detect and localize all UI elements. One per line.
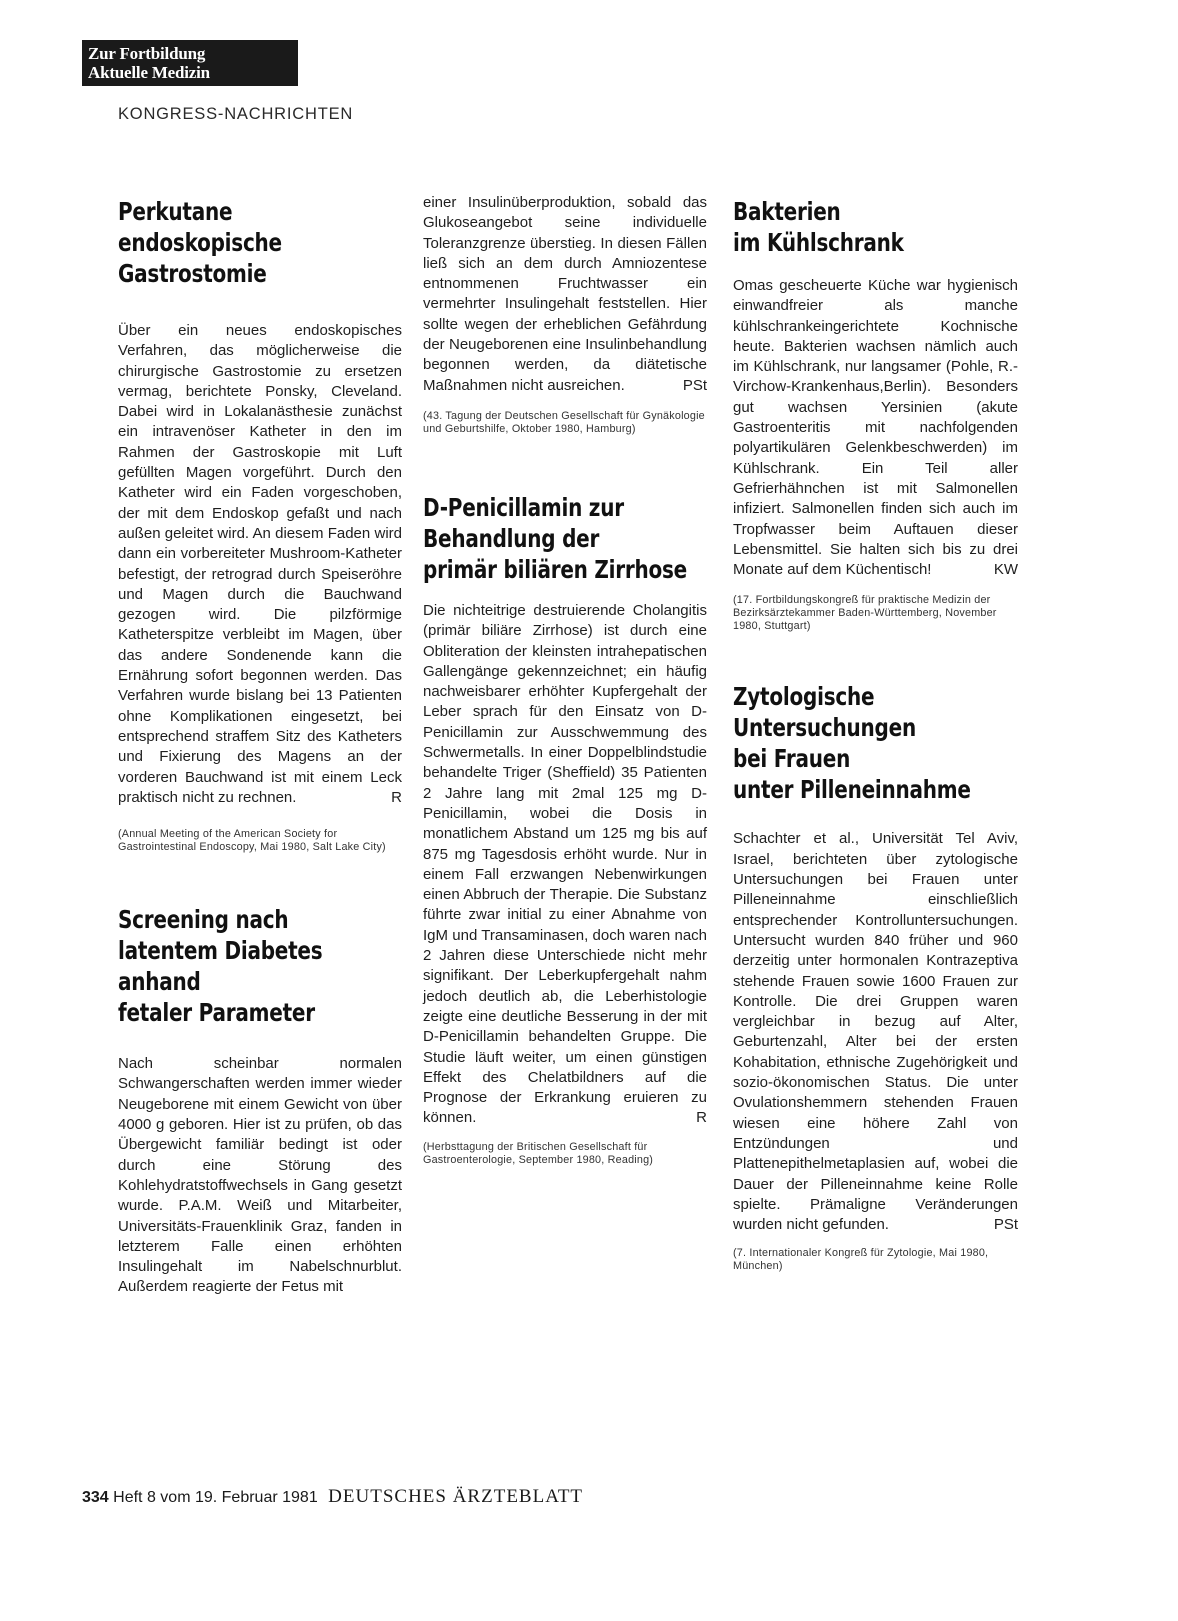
article-body: [118, 321, 402, 808]
author-signature: R: [696, 1109, 707, 1127]
article-body: Nach scheinbar normalen Schwangerschaften werden immer wieder Neugeborene mit einem Gewicht von über 4000 g geboren. Hier ist zu prüfen, ob das Übergewicht familiär bedingt ist oder durch eine Störung des Kohlehydratstoffwechsels in Gang gesetzt wurde. P.A.M. Weiß und Mitarbeiter, Universitäts-Frauenklinik Graz, fanden in letzterem Falle einen erhöhten Insulingehalt im Nabelschnurblut. Außerdem reagierte der Fetus mit: [118, 1055, 402, 1296]
author-signature: R: [391, 788, 402, 806]
body-text: Über ein neues endoskopisches Verfahren, das möglicherweise die chirurgische Gastrostomie zu ersetzen vermag, berichtete Ponsky, Cleveland. Dabei wird in Lokalanästhesie zunächst ein intravenöser Katheter in den im Rahmen der Gastroskopie mit Luft gefüllten Magen vorgeführt. Durch den Katheter wird ein Faden vorgeschoben, der mit dem Endoskop gefaßt und nach außen geleitet wird. An diesem Faden wird dann ein vorbereiteter Mushroom-Katheter befestigt, der retrograd durch Speiseröhre und Magen durch die Bauchwand gezogen wird. Die pilzförmige Katheterspitze verbleibt im Magen, über das andere Sondenende kann die Ernährung sofort begonnen werden. Das Verfahren wurde bislang bei 13 Patienten ohne Komplikationen eingesetzt, bei entsprechend straffem Sitz des Katheters und Fixierung des Magens an der vorderen Bauchwand ist mit einem Leck praktisch nicht zu rechnen.: [118, 322, 402, 806]
page-footer: [82, 1486, 583, 1508]
column-2: [423, 193, 707, 1167]
source-note: (7. Internationaler Kongreß für Zytologie, Mai 1980, München): [733, 1247, 989, 1273]
source-note: (Annual Meeting of the American Society for Gastrointestinal Endoscopy, Mai 1980, Salt Lake City): [118, 828, 386, 854]
title-line: Untersuchungen: [733, 713, 916, 743]
article-body: [423, 601, 707, 1129]
author-signature: PSt: [993, 1216, 1018, 1234]
title-line: Zytologische: [733, 682, 875, 712]
title-line: latentem Diabetes: [118, 936, 323, 966]
rubric-line-2: Aktuelle Medizin: [88, 63, 210, 82]
column-1: [118, 196, 402, 1298]
author-signature: KW: [993, 561, 1018, 579]
title-line: Perkutane endoskopische: [118, 197, 282, 257]
article-penicillamin: [423, 492, 707, 1167]
body-text: Die nichteitrige destruierende Cholangitis (primär biliäre Zirrhose) ist durch eine Obliteration der kleinsten intrahepatischen Gallengänge gekennzeichnet; ein häufig nachweisbarer erhöhter Kupfergehalt der Leber sprach für den Einsatz von D-Penicillamin zur Ausschwemmung des Schwermetalls. In einer Doppelblindstudie behandelte Triger (Sheffield) 35 Patienten 2 Jahre lang mit 2mal 125 mg D-Penicillamin, wobei die Dosis in monatlichem Abstand um 125 mg bis auf 875 mg Tagesdosis erhöht wurde. Nur in einem Fall erzwangen Nebenwirkungen einen Abbruch der Therapie. Die Substanz führte zwar initial zu einer Abnahme von IgM und Transaminasen, doch waren nach 2 Jahren diese Unterschiede nicht mehr signifikant. Der Leberkupfergehalt nahm jedoch deutlich ab, die Leberhistologie zeigte eine deutliche Besserung in der mit D-Penicillamin behandelten Gruppe. Die Studie läuft weiter, um einen günstigen Effekt des Chelatbildners auf die Prognose der Erkrankung eruieren zu können.: [423, 601, 707, 1127]
source-note: (Herbsttagung der Britischen Gesellschaft für Gastroenterologie, September 1980, Reading): [423, 1140, 654, 1166]
title-line: anhand: [118, 967, 201, 997]
article-body-continued: [423, 193, 707, 396]
column-3: [733, 196, 1018, 1273]
article-title: [733, 681, 1018, 805]
source-note: (17. Fortbildungskongreß für praktische Medizin der Bezirksärztekammer Baden-Württemberg, November 1980, Stuttgart): [733, 594, 997, 633]
title-line: Gastrostomie: [118, 259, 267, 288]
rubric-line-1: Zur Fortbildung: [88, 44, 206, 63]
title-line: bei Frauen: [733, 744, 851, 774]
source-note: (43. Tagung der Deutschen Gesellschaft für Gynäkologie und Geburtshilfe, Oktober 1980, Hamburg): [423, 409, 705, 435]
title-line: unter Pilleneinnahme: [733, 775, 971, 805]
body-text: Schachter et al., Universität Tel Aviv, Israel, berichteten über zytologische Untersuchungen bei Frauen unter Pilleneinnahme einschließlich entsprechender Kontrolluntersuchungen. Untersucht wurden 840 früher und 960 derzeitig unter hormonalen Kontrazeptiva stehende Frauen sowie 1600 Frauen zur Kontrolle. Die drei Gruppen waren vergleichbar in bezug auf Alter, Geburtenzahl, Alter bei der ersten Kohabitation, ethnische Zugehörigkeit und sozio-ökonomischen Status. Die unter Ovulationshemmern stehenden Frauen wiesen eine höhere Zahl von Entzündungen und Plattenepithelmetaplasien auf, wobei die Dauer der Pilleneinnahme keine Rolle spielte. Prämaligne Veränderungen wurden nicht gefunden.: [733, 830, 1018, 1234]
body-text: Omas gescheuerte Küche war hygienisch einwandfreier als manche kühlschrankeingerichtete Kochnische heute. Bakterien wachsen nämlich auch im Kühlschrank, nur langsamer (Pohle, R.-Virchow-Krankenhaus,Berlin). Besonders gut wachsen Yersinien (akute Gastroenteritis mit nachfolgenden polyartikulären Gelenkbeschwerden) im Kühlschrank. Ein Teil aller Gefrierhähnchen ist mit Salmonellen infiziert. Salmonellen finden sich auch im Tropfwasser beim Auftauen dieser Lebensmittel. Sie halten sich bis zu drei Monate auf dem Küchentisch!: [733, 277, 1018, 579]
body-text: einer Insulinüberproduktion, sobald das Glukoseangebot seine individuelle Toleranzgrenze überstieg. In diesen Fällen ließ sich an dem durch Amniozentese entnommenen Fruchtwasser ein vermehrter Insulingehalt feststellen. Hier sollte wegen der erheblichen Gefährdung der Neugeborenen eine Insulinbehandlung begonnen werden, da diätetische Maßnahmen nicht ausreichen.: [423, 194, 707, 394]
article-bakterien: [733, 196, 1018, 633]
page-number: 334: [82, 1489, 109, 1506]
title-line: im Kühlschrank: [733, 228, 904, 257]
article-body: [733, 276, 1018, 580]
article-title: [118, 196, 402, 289]
title-line: Screening nach: [118, 905, 289, 935]
title-line: Bakterien: [733, 197, 841, 226]
article-title: [423, 492, 707, 585]
magazine-name: DEUTSCHES ÄRZTEBLATT: [328, 1486, 584, 1507]
author-signature: PSt: [682, 376, 707, 394]
article-zytologie: [733, 681, 1018, 1273]
rubric-badge: [82, 40, 298, 86]
title-line: fetaler Parameter: [118, 998, 315, 1028]
article-gastrostomie: [118, 196, 402, 854]
article-title: [733, 196, 1018, 258]
section-label: KONGRESS-NACHRICHTEN: [118, 105, 354, 123]
article-body: [733, 829, 1018, 1235]
title-line: Behandlung der: [423, 523, 600, 553]
issue-info: Heft 8 vom 19. Februar 1981: [113, 1489, 318, 1506]
title-line: D-Penicillamin zur: [423, 492, 624, 522]
title-line: primär biliären Zirrhose: [423, 554, 687, 584]
article-title: [118, 904, 402, 1028]
article-diabetes: [118, 904, 402, 1298]
